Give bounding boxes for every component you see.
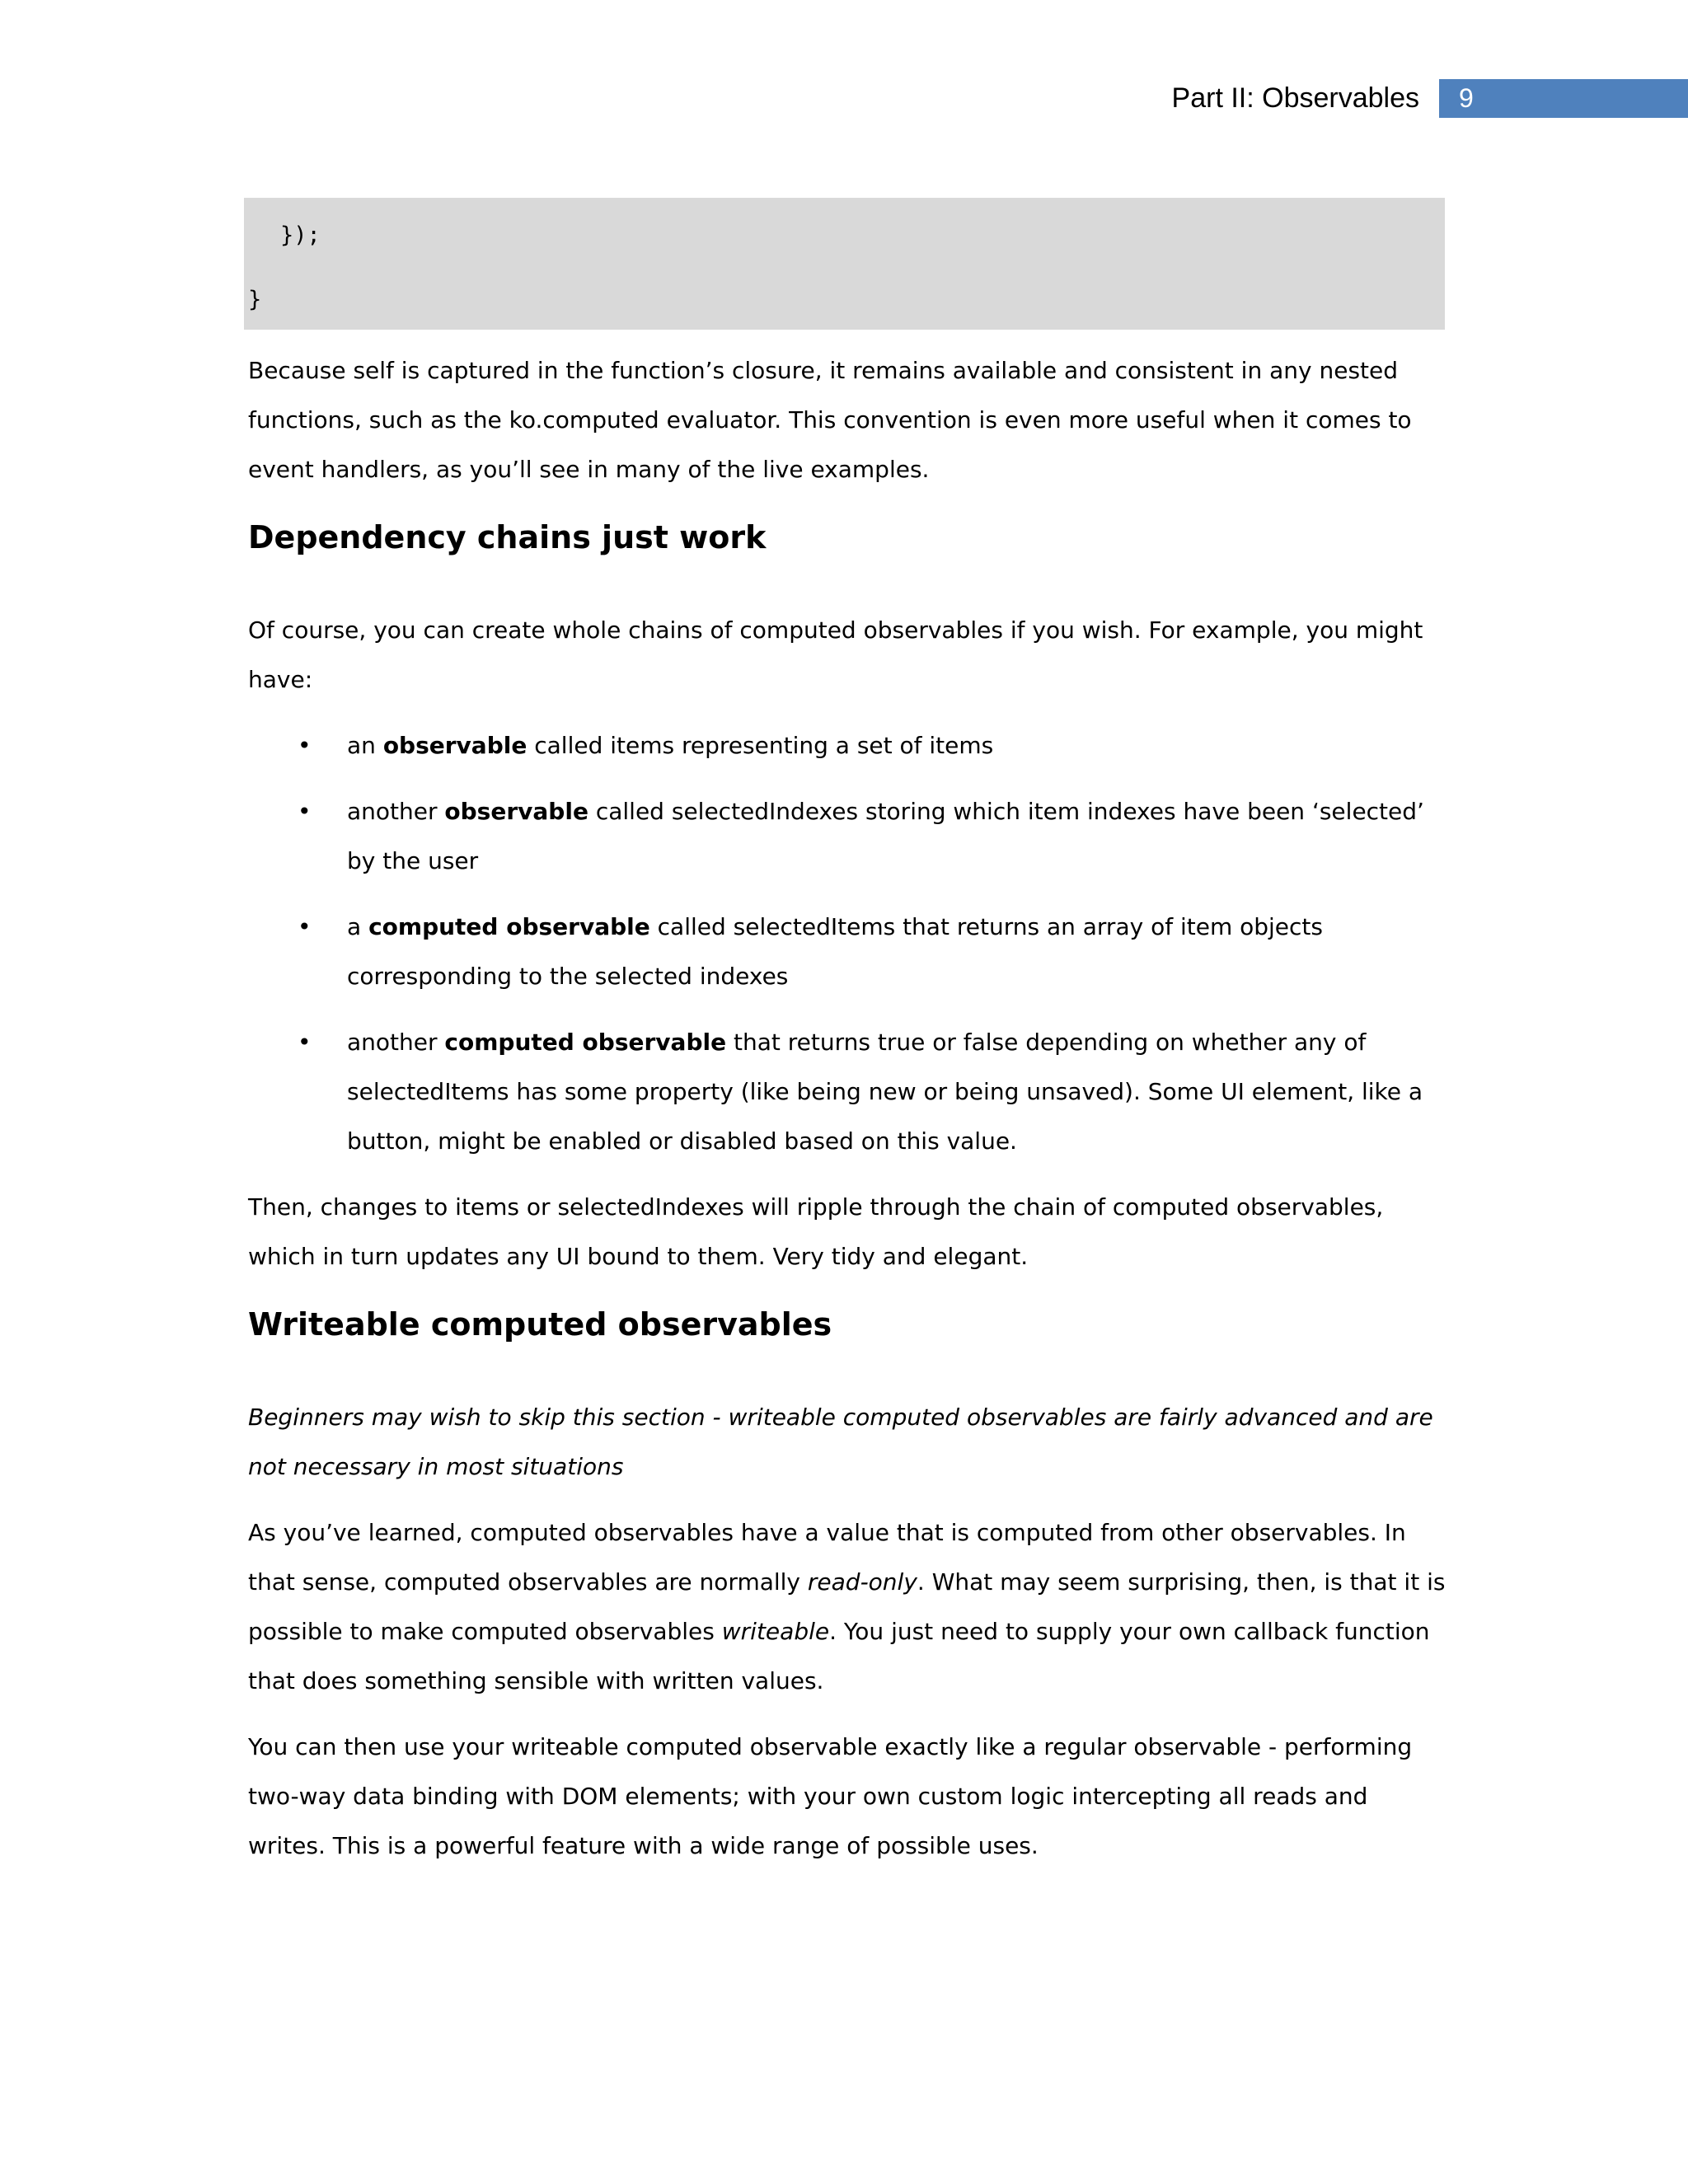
- paragraph-closure: Because self is captured in the function’s closure, it remains available and consistent in any nested functions, such as the ko.computed evaluator. This convention is even more useful when it comes to event handlers, as you’ll see in many of the live examples.: [248, 357, 1412, 483]
- code-line: }: [248, 287, 262, 312]
- list-item: • another observable called selectedIndexes storing which item indexes have been ‘selected’ by the user: [248, 787, 1451, 886]
- bullet-icon: •: [298, 913, 312, 940]
- bullet-list: [248, 721, 1451, 1166]
- bullet-icon: •: [298, 798, 312, 825]
- paragraph-chains-intro: Of course, you can create whole chains of computed observables if you wish. For example, you might have:: [248, 616, 1423, 693]
- paragraph-two-way-binding: You can then use your writeable computed observable exactly like a regular observable - performing two-way data binding with DOM elements; with your own custom logic intercepting all reads and writes. This is a powerful feature with a wide range of possible uses.: [248, 1733, 1413, 1859]
- list-item: • a computed observable called selectedItems that returns an array of item objects corresponding to the selected indexes: [248, 902, 1451, 1001]
- bold-term: computed observable: [444, 1029, 727, 1056]
- heading-writeable-computed: Writeable computed observables: [248, 1306, 832, 1343]
- header-title: Part II: Observables: [1171, 82, 1419, 114]
- document-body: [248, 198, 1451, 1871]
- bullet-icon: •: [298, 732, 312, 759]
- code-block: [244, 198, 1445, 330]
- paragraph-read-only: As you’ve learned, computed observables have a value that is computed from other observables. In that sense, computed observables are normally read-only. What may seem surprising, then, is that it is possible to make computed observables writeable. You just need to supply your own callback function that does something sensible with written values.: [248, 1519, 1446, 1694]
- paragraph-beginners-note: Beginners may wish to skip this section - writeable computed observables are fairly advanced and are not necessary in most situations: [248, 1404, 1433, 1480]
- bold-term: observable: [382, 732, 528, 759]
- code-line: });: [280, 223, 321, 248]
- bullet-icon: •: [298, 1029, 312, 1056]
- page-number: 9: [1439, 79, 1688, 118]
- bold-term: computed observable: [368, 913, 650, 940]
- heading-dependency-chains: Dependency chains just work: [248, 519, 767, 555]
- paragraph-ripple: Then, changes to items or selectedIndexes will ripple through the chain of computed observables, which in turn updates any UI bound to them. Very tidy and elegant.: [248, 1193, 1384, 1270]
- list-item: • another computed observable that returns true or false depending on whether any of selectedItems has some property (like being new or being unsaved). Some UI element, like a button, might be enabled or disabled based on this value.: [248, 1018, 1451, 1166]
- bold-term: observable: [444, 798, 588, 825]
- list-item: • an observable called items representing a set of items: [248, 721, 1451, 771]
- page-header: [1172, 79, 1688, 118]
